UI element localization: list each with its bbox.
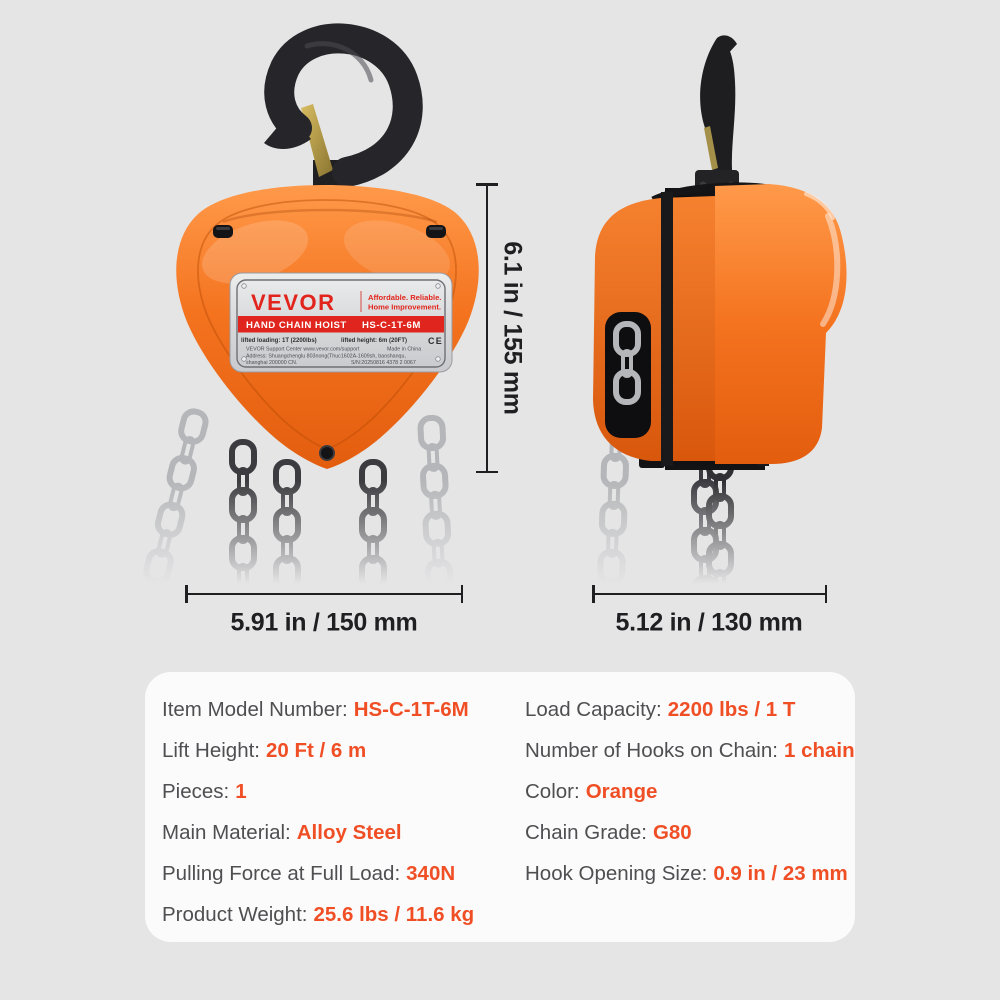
front-width-dimension-label: 5.91 in / 150 mm xyxy=(230,608,418,637)
specs-column-right xyxy=(525,689,855,894)
plate-tagline-1: Affordable. Reliable. xyxy=(368,293,442,302)
spec-row-pieces xyxy=(162,771,474,812)
spec-label: Load Capacity: xyxy=(525,698,662,721)
front-view-photo xyxy=(135,10,485,610)
spec-value: 0.9 in / 23 mm xyxy=(713,862,848,885)
height-dimension-line xyxy=(476,183,498,473)
spec-row-lift-height xyxy=(162,730,474,771)
front-width-dimension-line xyxy=(185,585,463,603)
side-view-photo xyxy=(565,10,865,610)
spec-label: Chain Grade: xyxy=(525,821,647,844)
plate-band-title: HAND CHAIN HOIST xyxy=(246,320,347,331)
spec-label: Item Model Number: xyxy=(162,698,348,721)
spec-label: Color: xyxy=(525,780,580,803)
spec-row-hook-opening xyxy=(525,853,855,894)
spec-value: 340N xyxy=(406,862,456,885)
front-bolt-left xyxy=(213,225,233,238)
spec-value: 25.6 lbs / 11.6 kg xyxy=(313,903,475,926)
spec-value: 1 chain xyxy=(783,739,855,762)
specs-card xyxy=(145,672,855,942)
plate-band-model: HS-C-1T-6M xyxy=(362,320,421,331)
plate-support: VEVOR Support Center www.vevor.com/support xyxy=(246,346,360,353)
spec-row-chain-grade xyxy=(525,812,855,853)
spec-label: Pulling Force at Full Load: xyxy=(162,862,401,885)
side-width-dimension-label: 5.12 in / 130 mm xyxy=(615,608,803,637)
side-body xyxy=(593,184,847,470)
spec-row-hooks xyxy=(525,730,855,771)
plate-tagline-2: Home Improvement. xyxy=(368,302,442,312)
ce-mark-icon: CE xyxy=(428,336,443,346)
spec-value: 2200 lbs / 1 T xyxy=(667,698,796,721)
spec-label: Main Material: xyxy=(162,821,291,844)
spec-value: 1 xyxy=(235,780,247,803)
spec-value: HS-C-1T-6M xyxy=(353,698,469,721)
spec-label: Product Weight: xyxy=(162,903,308,926)
specs-column-left xyxy=(162,689,474,935)
plate-made-in: Made in China xyxy=(387,346,422,353)
spec-value: 20 Ft / 6 m xyxy=(266,739,367,762)
spec-row-material xyxy=(162,812,474,853)
height-dimension-label: 6.1 in / 155 mm xyxy=(498,241,527,415)
spec-row-pulling-force xyxy=(162,853,474,894)
spec-row-weight xyxy=(162,894,474,935)
spec-value: Orange xyxy=(585,780,658,803)
spec-row-model xyxy=(162,689,474,730)
plate-height: lifted height: 6m (20FT) xyxy=(341,338,407,344)
spec-label: Number of Hooks on Chain: xyxy=(525,739,778,762)
spec-row-load-capacity xyxy=(525,689,855,730)
spec-value: Alloy Steel xyxy=(296,821,402,844)
spec-value: G80 xyxy=(652,821,692,844)
name-plate xyxy=(230,273,452,372)
spec-label: Pieces: xyxy=(162,780,230,803)
plate-brand: VEVOR xyxy=(251,290,336,315)
front-hook xyxy=(264,38,408,190)
spec-row-color xyxy=(525,771,855,812)
plate-address-1: Address: Shuangchenglu 803nong(Thuc1602A-1609sh, baoshanqu, xyxy=(246,353,406,360)
side-width-dimension-line xyxy=(592,585,827,603)
spec-label: Hook Opening Size: xyxy=(525,862,708,885)
side-hook xyxy=(695,35,739,200)
front-bolt-right xyxy=(426,225,446,238)
front-bolt-bottom xyxy=(320,446,334,460)
plate-serial: S/N:20250816 4378 2 0067 xyxy=(351,360,416,366)
spec-label: Lift Height: xyxy=(162,739,260,762)
plate-loading: lifted loading: 1T (2200lbs) xyxy=(241,338,317,344)
plate-address-2: shanghai 200000 CN. xyxy=(246,360,298,366)
